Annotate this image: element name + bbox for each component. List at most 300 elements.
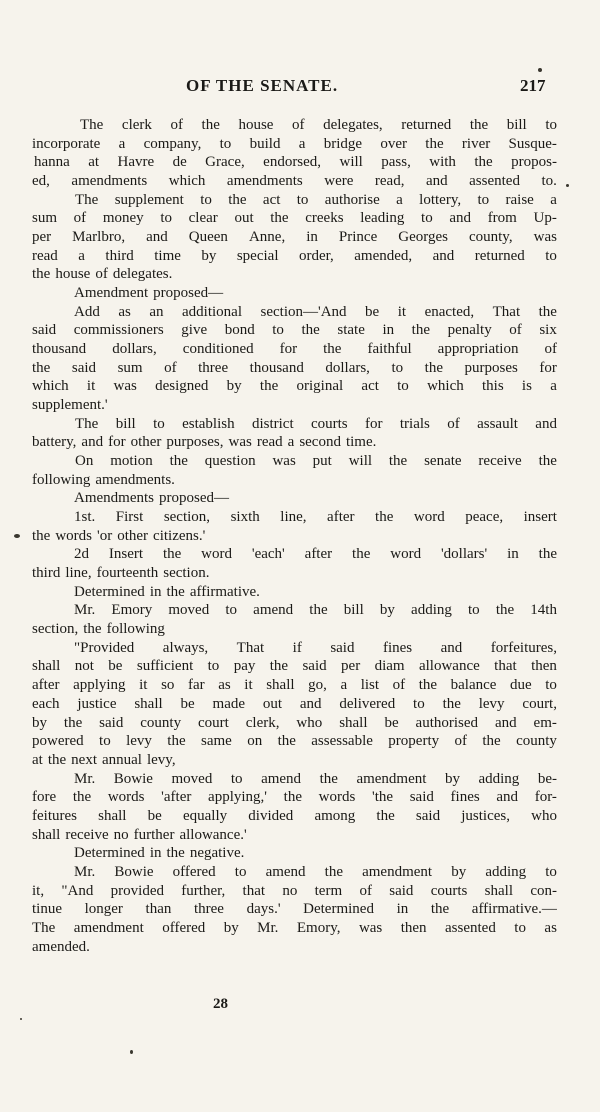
- word: as: [544, 919, 557, 936]
- word: trials: [399, 415, 430, 432]
- text-line: [32, 863, 557, 882]
- word: to: [468, 602, 480, 619]
- word: affirmative.: [189, 583, 260, 600]
- word: to: [272, 322, 284, 339]
- text-line: [32, 620, 557, 639]
- word: term: [314, 882, 343, 899]
- word: company,: [143, 135, 202, 152]
- word: fines: [382, 639, 413, 656]
- word: incorporate: [32, 135, 101, 152]
- word: the: [324, 863, 343, 880]
- word: Bowie: [113, 770, 153, 787]
- word: designed: [155, 378, 209, 395]
- word: the: [309, 602, 328, 619]
- word: words: [318, 789, 356, 806]
- word: the: [495, 602, 515, 619]
- word: further: [133, 826, 175, 843]
- word: to: [225, 602, 238, 619]
- word: the: [47, 751, 67, 768]
- word: the: [430, 901, 450, 918]
- word: other: [117, 527, 149, 544]
- word: in: [396, 901, 409, 918]
- word: supplement: [114, 191, 184, 208]
- word: assault: [477, 415, 518, 432]
- ink-speck: [130, 1050, 133, 1054]
- word: if: [292, 639, 302, 656]
- word: second: [299, 434, 341, 451]
- word: word: [413, 509, 445, 526]
- text-line: [32, 433, 557, 452]
- text-line: [32, 583, 557, 602]
- word: the: [425, 135, 444, 152]
- word: sufficient: [136, 658, 194, 675]
- word: made: [212, 695, 246, 712]
- word: 'after: [161, 789, 192, 806]
- word: the: [72, 789, 92, 806]
- word: and: [449, 210, 472, 227]
- word: applying: [73, 677, 126, 694]
- word: original: [296, 378, 344, 395]
- text-line: [32, 321, 557, 340]
- word: in: [306, 229, 318, 246]
- word: leading: [360, 210, 405, 227]
- word: sum: [32, 210, 58, 227]
- word: em-: [533, 714, 557, 731]
- word: thousand: [32, 341, 87, 358]
- text-line: [32, 882, 557, 901]
- word: Grace,: [205, 154, 245, 171]
- word: Up-: [533, 210, 557, 227]
- word: returned: [401, 117, 452, 133]
- word: to: [160, 210, 172, 227]
- text-line: [32, 153, 557, 172]
- word: purposes: [464, 359, 518, 376]
- ink-speck: [20, 1018, 22, 1020]
- word: at: [88, 154, 100, 171]
- word: The: [32, 919, 56, 936]
- word: will: [348, 453, 373, 470]
- word: longer: [84, 901, 123, 918]
- word: allowance: [418, 658, 480, 675]
- word: Marlbro,: [72, 229, 126, 246]
- text-line: [32, 116, 557, 135]
- word: money: [102, 210, 144, 227]
- word: justices,: [461, 807, 510, 824]
- word: 'or: [97, 527, 113, 544]
- word: line,: [280, 509, 307, 526]
- word: build: [249, 135, 281, 152]
- word: read: [256, 434, 283, 451]
- word: peace,: [465, 509, 504, 526]
- word: of: [544, 341, 557, 358]
- word: to: [545, 247, 557, 264]
- word: same: [200, 733, 232, 750]
- word: the: [166, 845, 185, 862]
- word: read,: [374, 173, 405, 190]
- word: "And: [61, 882, 94, 899]
- word: of: [359, 882, 372, 899]
- word: for: [539, 359, 557, 376]
- word: per: [32, 229, 52, 246]
- word: adding: [485, 863, 527, 880]
- word: the: [228, 191, 247, 208]
- word: moved: [168, 602, 210, 619]
- word: shall: [484, 882, 514, 899]
- word: amended,: [354, 247, 413, 264]
- word: purposes,: [166, 434, 224, 451]
- word: over: [380, 135, 407, 152]
- text-line: [32, 452, 557, 471]
- word: Prince: [338, 229, 378, 246]
- text-line: [32, 228, 557, 247]
- word: "Provided: [74, 639, 135, 656]
- word: insert: [523, 509, 557, 526]
- word: dollars,: [325, 359, 370, 376]
- word: following: [32, 471, 91, 488]
- word: by: [32, 714, 47, 731]
- word: dollars,: [112, 341, 157, 358]
- word: Mr.: [74, 863, 96, 880]
- word: three: [193, 901, 224, 918]
- word: the: [277, 733, 296, 750]
- word: words: [55, 527, 92, 544]
- word: receive: [65, 826, 109, 843]
- word: delegates,: [323, 117, 383, 133]
- word: to: [230, 770, 243, 787]
- word: said: [330, 639, 355, 656]
- word: from: [487, 210, 517, 227]
- signature-mark: 28: [213, 996, 228, 1012]
- word: the: [323, 341, 342, 358]
- word: the: [270, 210, 289, 227]
- word: a: [340, 677, 348, 694]
- word: shall: [134, 695, 163, 712]
- word: commissioners: [73, 322, 164, 339]
- word: the: [538, 453, 557, 470]
- word: that: [242, 882, 266, 899]
- word: was: [113, 378, 137, 395]
- word: then: [531, 658, 557, 675]
- word: powered: [32, 733, 84, 750]
- word: the: [442, 695, 461, 712]
- word: section—'And: [260, 303, 347, 320]
- word: the: [166, 583, 185, 600]
- word: was: [272, 453, 296, 470]
- word: by: [226, 378, 242, 395]
- word: by: [444, 770, 460, 787]
- word: a: [118, 135, 126, 152]
- word: Bowie: [114, 863, 154, 880]
- word: and: [146, 229, 168, 246]
- word: clerk,: [245, 714, 280, 731]
- word: the: [388, 453, 408, 470]
- word: shall: [266, 677, 295, 694]
- text-line: [32, 265, 557, 284]
- word: it: [139, 677, 148, 694]
- word: of: [170, 117, 183, 133]
- text-line: [32, 415, 557, 434]
- text-line: [32, 135, 557, 154]
- text-line: [32, 601, 557, 620]
- word: offered: [162, 919, 206, 936]
- word: it: [397, 303, 407, 320]
- text-line: [32, 751, 557, 770]
- word: act: [262, 191, 281, 208]
- word: of: [447, 415, 460, 432]
- word: conditioned: [182, 341, 254, 358]
- word: bill: [506, 117, 527, 133]
- word: pass,: [381, 154, 411, 171]
- page-number: 217: [520, 76, 546, 95]
- word: Amendments: [74, 490, 154, 507]
- word: forfeitures,: [490, 639, 557, 656]
- word: six: [539, 322, 557, 339]
- word: assented: [445, 919, 496, 936]
- word: order,: [298, 247, 334, 264]
- word: after: [32, 677, 60, 694]
- word: read: [32, 247, 58, 264]
- word: the: [352, 546, 371, 563]
- word: Susque-: [508, 135, 557, 152]
- word: was: [358, 919, 383, 936]
- word: days.': [246, 901, 281, 918]
- word: be: [365, 303, 380, 320]
- word: a: [550, 191, 557, 208]
- word: as: [218, 677, 231, 694]
- word: it,: [32, 882, 45, 899]
- word: the: [283, 789, 302, 806]
- word: house: [55, 266, 91, 283]
- word: and: [432, 247, 455, 264]
- word: to: [200, 191, 212, 208]
- word: the: [301, 322, 320, 339]
- word: court: [198, 714, 229, 731]
- word: the: [169, 453, 188, 470]
- word: no: [113, 826, 129, 843]
- word: The: [80, 117, 104, 133]
- word: faithful: [367, 341, 412, 358]
- word: amendments.: [95, 471, 175, 488]
- word: 1st.: [74, 509, 96, 526]
- word: the: [474, 154, 493, 171]
- word: Anne,: [248, 229, 286, 246]
- word: for: [365, 415, 383, 432]
- word: fourteenth: [96, 565, 159, 582]
- word: to: [545, 117, 557, 133]
- ink-speck: [538, 68, 542, 72]
- word: divided: [248, 807, 294, 824]
- word: and: [440, 639, 463, 656]
- text-line: [32, 564, 557, 583]
- word: creeks: [305, 210, 344, 227]
- word: will: [339, 154, 363, 171]
- word: in: [507, 546, 519, 563]
- text-line: [32, 377, 557, 396]
- word: amended.: [32, 938, 90, 955]
- word: the: [538, 546, 557, 563]
- word: to: [207, 658, 220, 675]
- word: authorise: [324, 191, 380, 208]
- word: county: [516, 733, 557, 750]
- word: at: [32, 751, 43, 768]
- word: was: [228, 434, 252, 451]
- word: a: [550, 378, 557, 395]
- word: adding: [411, 602, 452, 619]
- text-line: [32, 340, 557, 359]
- word: it: [86, 378, 96, 395]
- word: a: [287, 434, 295, 451]
- word: is: [521, 378, 532, 395]
- word: the: [411, 322, 430, 339]
- word: On: [75, 453, 94, 470]
- word: as: [118, 303, 131, 320]
- word: the: [375, 509, 394, 526]
- word: additional: [182, 303, 243, 320]
- text-line: [32, 657, 557, 676]
- word: to: [477, 191, 490, 208]
- word: this: [481, 378, 504, 395]
- word: courts: [310, 415, 348, 432]
- word: property: [388, 733, 440, 750]
- text-line: [32, 209, 557, 228]
- word: said: [99, 714, 124, 731]
- word: feitures: [32, 807, 77, 824]
- word: who: [296, 714, 323, 731]
- word: ed,: [32, 173, 50, 190]
- word: said: [415, 807, 441, 824]
- word: proposed—: [153, 285, 224, 302]
- word: section.: [163, 565, 210, 582]
- word: Emory,: [296, 919, 341, 936]
- word: special: [236, 247, 279, 264]
- word: amend: [265, 863, 306, 880]
- word: so: [161, 677, 175, 694]
- word: the: [269, 658, 289, 675]
- word: the: [538, 303, 557, 320]
- word: for-: [534, 789, 557, 806]
- word: amendments: [71, 173, 148, 190]
- word: of: [509, 322, 522, 339]
- text-line: [32, 303, 557, 322]
- word: Add: [74, 303, 100, 320]
- word: to: [421, 210, 433, 227]
- word: to: [219, 135, 232, 152]
- text-line: [32, 844, 557, 863]
- word: citizens.': [153, 527, 206, 544]
- word: amendment: [356, 770, 427, 787]
- word: said: [409, 789, 434, 806]
- word: and: [299, 695, 322, 712]
- word: equally: [182, 807, 228, 824]
- word: the: [201, 117, 220, 133]
- word: on: [247, 733, 263, 750]
- word: after: [304, 546, 333, 563]
- word: That: [236, 639, 265, 656]
- word: battery,: [32, 434, 77, 451]
- word: third: [105, 247, 134, 264]
- word: shall: [339, 714, 368, 731]
- word: Determined: [74, 583, 145, 600]
- word: to: [545, 863, 557, 880]
- word: authorised: [415, 714, 479, 731]
- word: levy,: [146, 751, 176, 768]
- word: after: [327, 509, 355, 526]
- word: That: [492, 303, 521, 320]
- word: sum: [117, 359, 143, 376]
- word: of: [95, 266, 108, 283]
- word: shall: [32, 826, 61, 843]
- word: in: [149, 845, 162, 862]
- word: to: [391, 359, 404, 376]
- text-line: [32, 900, 557, 919]
- word: by: [379, 602, 395, 619]
- word: the: [259, 378, 279, 395]
- word: fore: [32, 789, 57, 806]
- word: to: [296, 191, 309, 208]
- word: said: [32, 322, 57, 339]
- word: for: [108, 434, 126, 451]
- word: no: [282, 882, 298, 899]
- word: First: [115, 509, 144, 526]
- word: receive: [478, 453, 522, 470]
- text-line: [32, 788, 557, 807]
- word: was: [533, 229, 557, 246]
- word: state: [337, 322, 365, 339]
- word: amend: [261, 770, 302, 787]
- word: of: [392, 677, 406, 694]
- word: 'dollars': [440, 546, 488, 563]
- journal-text: [32, 116, 557, 956]
- word: following: [106, 621, 165, 638]
- word: said: [71, 359, 97, 376]
- word: negative.: [189, 845, 245, 862]
- ink-speck: [566, 184, 569, 187]
- word: bill: [115, 415, 136, 432]
- word: time.: [345, 434, 377, 451]
- word: Mr.: [74, 602, 96, 619]
- word: out: [234, 210, 254, 227]
- text-line: [32, 826, 557, 845]
- word: clerk: [121, 117, 152, 133]
- word: by: [223, 919, 239, 936]
- word: the: [424, 359, 443, 376]
- word: annual: [101, 751, 142, 768]
- word: pay: [233, 658, 256, 675]
- word: the: [63, 714, 83, 731]
- word: amendment: [362, 863, 433, 880]
- word: Georges: [398, 229, 448, 246]
- word: words: [107, 789, 145, 806]
- word: and: [425, 173, 448, 190]
- word: amendment: [73, 919, 144, 936]
- word: delegates.: [112, 266, 173, 283]
- word: said: [302, 658, 327, 675]
- word: section,: [163, 509, 211, 526]
- word: Emory: [111, 602, 153, 619]
- word: endorsed,: [263, 154, 322, 171]
- text-line: [32, 938, 557, 957]
- word: be-: [537, 770, 557, 787]
- word: establish: [182, 415, 235, 432]
- word: Determined: [74, 845, 145, 862]
- word: be: [180, 695, 195, 712]
- word: district: [251, 415, 294, 432]
- word: it: [244, 677, 253, 694]
- word: were: [324, 173, 354, 190]
- word: the: [482, 733, 501, 750]
- text-line: [32, 919, 557, 938]
- word: a: [78, 247, 85, 264]
